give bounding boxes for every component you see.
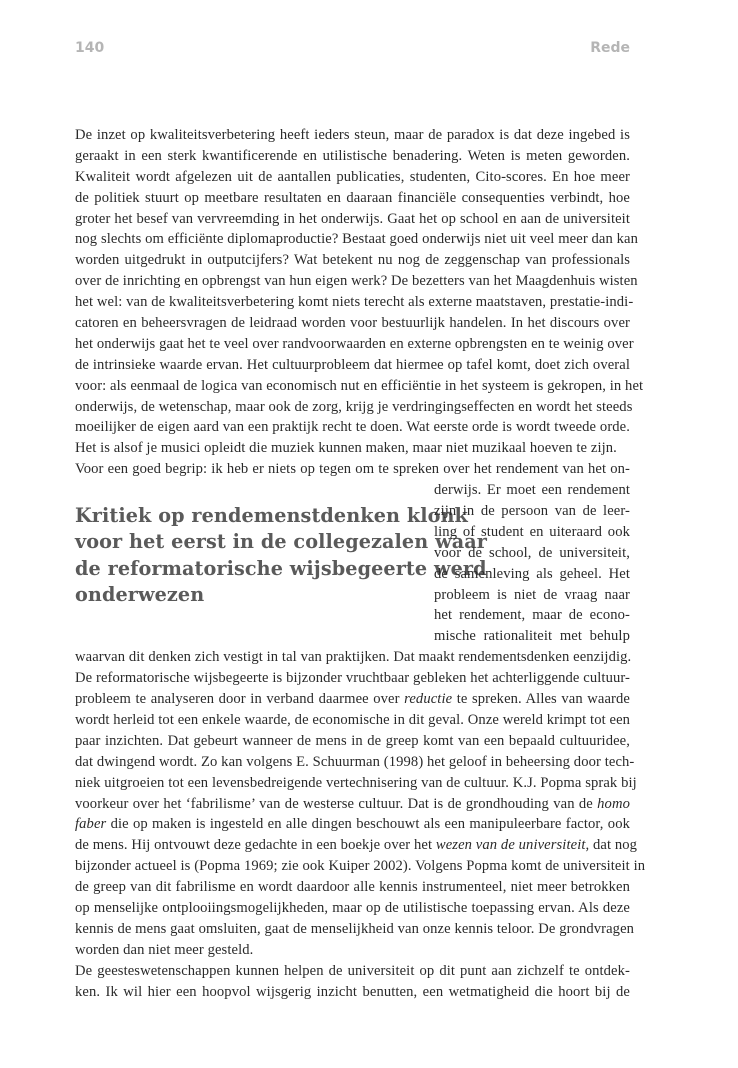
italic-term: reductie	[404, 691, 453, 708]
text-run: dat nog	[589, 837, 638, 854]
text-line: voor: als eenmaal de logica van economisch nut en efficiëntie in het systeem is gekropen, in het	[75, 377, 644, 394]
text-run: die op maken is ingesteld en alle dingen beschouwt als een manipuleerbare factor, ook	[106, 816, 630, 833]
text-line: het rendement, maar de econo-	[434, 607, 630, 624]
text-line: het onderwijs gaat het te veel over randvoorwaarden en externe opbrengsten en te weinig over	[75, 335, 634, 352]
italic-term: homo	[597, 795, 630, 812]
text-line: mische rationaliteit met behulp	[434, 628, 630, 645]
text-line: groter het besef van vervreemding in het onderwijs. Gaat het op school en aan de universiteit	[75, 210, 630, 227]
paragraph-2	[75, 459, 646, 960]
pull-quote	[75, 503, 487, 647]
text-line: niek uitgroeien tot een levensbedreigende vertechnisering van de cultuur. K.J. Popma sprak bij	[75, 774, 637, 791]
text-line: worden dan niet meer gesteld.	[75, 941, 254, 958]
text-run: te spreken. Alles van waarde	[452, 691, 630, 708]
text-line: De geesteswetenschappen kunnen helpen de universiteit op dit punt aan zichzelf te ontdek-	[75, 962, 630, 979]
text-line: Voor een goed begrip: ik heb er niets op tegen om te spreken over het rendement van het on-	[75, 461, 630, 478]
text-line: op menselijke ontplooiingsmogelijkheden, maar op de utilistische toepassing ervan. Als deze	[75, 899, 630, 916]
text-line: derwijs. Er moet een rendement	[434, 482, 630, 499]
paragraph-3	[75, 961, 630, 1003]
text-line: ling of student en uiteraard ook	[434, 523, 630, 540]
text-line	[75, 835, 638, 856]
text-line	[75, 794, 630, 815]
text-line: de greep van dit fabrilisme en wordt daardoor alle kennis instrumenteel, niet meer betrokken	[75, 879, 630, 896]
text-line: de samenleving als geheel. Het	[434, 565, 630, 582]
text-line: over de inrichting en opbrengst van hun eigen werk? De bezetters van het Maagdenhuis wisten	[75, 273, 638, 290]
text-run: voorkeur over het ‘fabrilisme’ van de westerse cultuur. Dat is de grondhouding van de	[75, 795, 598, 812]
text-line: bijzonder actueel is (Popma 1969; zie ook Kuiper 2002). Volgens Popma komt de universiteit in	[75, 858, 646, 875]
text-line: Het is alsof je musici opleidt die muziek kunnen maken, maar niet muzikaal hoeven te zijn.	[75, 440, 617, 457]
text-line: onderwijs, de wetenschap, maar ook de zorg, krijg je verdringingseffecten en wordt het steeds	[75, 398, 633, 415]
italic-term: wezen van de universiteit,	[435, 837, 590, 854]
text-line: moeilijker de eigen aard van een praktijk recht te doen. Wat eerste orde is wordt tweede orde.	[75, 419, 630, 436]
text-line: ken. Ik wil hier een hoopvol wijsgerig inzicht benutten, een wetmatigheid die hoort bij de	[75, 983, 630, 1000]
wrapped-text	[434, 480, 630, 647]
text-run: de mens. Hij ontvouwt deze gedachte in een boekje over het	[75, 837, 436, 854]
text-line: wordt herleid tot een enkele waarde, de economische in dit geval. Onze wereld krimpt tot een	[75, 711, 631, 728]
text-line: zijn in de persoon van de leer-	[434, 503, 630, 520]
text-line: geraakt in een sterk kwantificerende en utilistische benadering. Weten is meten geworden.	[75, 147, 630, 164]
text-line: paar inzichten. Dat gebeurt wanneer de mens in de greep komt van een bepaald cultuuridee,	[75, 732, 630, 749]
pull-quote-line: onderwezen	[75, 582, 205, 606]
text-line: De inzet op kwaliteitsverbetering heeft ieders steun, maar de paradox is dat deze ingebed is	[75, 127, 630, 143]
text-line: nog slechts om efficiënte diplomaproductie? Bestaat goed onderwijs niet uit veel meer dan kan	[75, 231, 639, 248]
pull-quote-line: de reformatorische wijsbegeerte werd	[75, 556, 487, 580]
body-text	[75, 125, 646, 1002]
text-line: de intrinsieke waarde ervan. Het cultuurprobleem dat hiermee op tafel komt, doet zich overal	[75, 356, 630, 373]
paragraph-1	[75, 125, 644, 459]
text-line: worden uitgedrukt in outputcijfers? Wat betekent nu nog de zeggenschap van professionals	[75, 252, 630, 269]
page-number: 140	[75, 40, 105, 56]
text-line: catoren en beheersvragen de leidraad worden voor bestuurlijk handelen. In het discours over	[75, 315, 630, 332]
text-line: het wel: van de kwaliteitsverbetering komt niets terecht als externe maatstaven, prestatie-indi-	[75, 294, 634, 311]
text-line: De reformatorische wijsbegeerte is bijzonder vruchtbaar gebleken het achterliggende cultuur-	[75, 670, 630, 687]
text-line: probleem is niet de vraag naar	[434, 586, 630, 603]
pull-quote-row	[75, 480, 630, 647]
italic-term: faber	[75, 816, 107, 833]
text-line	[75, 814, 630, 835]
text-line: de politiek stuurt op meetbare resultaten en daaraan financiële consequenties verbindt, hoe	[75, 189, 630, 206]
pull-quote-line: voor het eerst in de collegezalen waar	[75, 530, 487, 554]
text-line: voor de school, de universiteit,	[434, 544, 630, 561]
text-line: dat dwingend wordt. Zo kan volgens E. Schuurman (1998) het geloof in beheersing door tech-	[75, 753, 635, 770]
text-run: probleem te analyseren door in verband daarmee over	[75, 691, 405, 708]
running-title: Rede	[590, 40, 630, 56]
text-line: Kwaliteit wordt afgelezen uit de aantallen publicaties, studenten, Cito-scores. En hoe meer	[75, 168, 630, 185]
text-line: waarvan dit denken zich vestigt in tal van praktijken. Dat maakt rendementsdenken eenzijdig.	[75, 649, 632, 666]
text-line	[75, 689, 630, 710]
pull-quote-line: Kritiek op rendemenstdenken klonk	[75, 504, 468, 528]
text-line: kennis de mens gaat omsluiten, gaat de menselijkheid van onze kennis teloor. De grondvragen	[75, 920, 635, 937]
